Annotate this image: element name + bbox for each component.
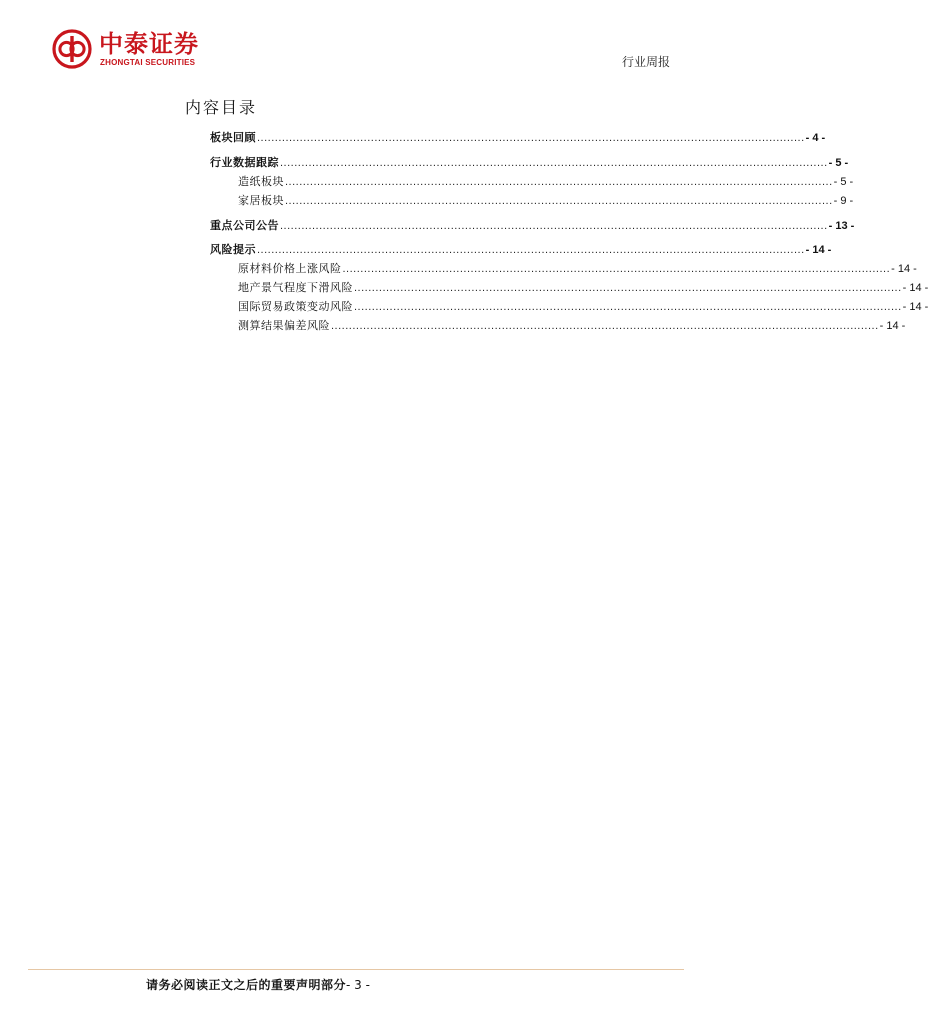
dot-leader: ..........................................................................................................................................................: [354, 282, 902, 294]
toc-entry-page: - 5 -: [828, 157, 849, 169]
toc-entry-label: 测算结果偏差风险: [238, 319, 330, 332]
toc-entry-label: 重点公司公告: [210, 219, 279, 232]
toc-entry[interactable]: [210, 131, 826, 145]
dot-leader: ..........................................................................................................................................................: [354, 301, 902, 313]
company-logo: [52, 29, 222, 73]
zhongtai-coin-logo-icon: [52, 29, 92, 69]
toc-entry-label: 原材料价格上涨风险: [238, 262, 342, 275]
toc-entry-page: - 9 -: [833, 195, 854, 207]
brand-name-cn: 中泰证券: [99, 30, 199, 58]
toc-entry-label: 国际贸易政策变动风险: [238, 300, 353, 313]
toc-entry-page: - 14 -: [879, 320, 906, 332]
toc-title: 内容目录: [185, 98, 258, 117]
toc-entry[interactable]: [238, 175, 854, 189]
toc-entry[interactable]: [238, 300, 928, 314]
toc-entry[interactable]: [238, 319, 906, 333]
toc-entry[interactable]: [238, 281, 928, 295]
toc-entry-page: - 13 -: [828, 220, 855, 232]
toc-entry-label: 风险提示: [210, 243, 256, 256]
brand-name-en: ZHONGTAI SECURITIES: [100, 58, 196, 67]
toc-entry[interactable]: [210, 219, 855, 233]
dot-leader: ..........................................................................................................................................................: [342, 263, 891, 275]
toc-entry-page: - 14 -: [805, 244, 832, 256]
report-type: 行业周报: [621, 55, 670, 69]
toc-entry[interactable]: [238, 194, 854, 208]
page-number: - 3 -: [346, 978, 370, 992]
toc-entry-page: - 5 -: [833, 176, 854, 188]
dot-leader: ..........................................................................................................................................................: [257, 244, 805, 256]
dot-leader: ..........................................................................................................................................................: [257, 132, 805, 144]
dot-leader: ..........................................................................................................................................................: [331, 320, 879, 332]
toc-entry[interactable]: [210, 243, 832, 257]
toc-entry[interactable]: [238, 262, 917, 276]
toc-entry-label: 板块回顾: [210, 131, 256, 144]
toc-entry[interactable]: [210, 156, 849, 170]
footer-divider: [28, 969, 684, 970]
toc-entry-label: 家居板块: [238, 194, 284, 207]
dot-leader: ..........................................................................................................................................................: [280, 220, 828, 232]
toc-entry-page: - 14 -: [902, 282, 928, 294]
toc-entry-label: 造纸板块: [238, 175, 284, 188]
page-footer: [146, 976, 370, 993]
dot-leader: ..........................................................................................................................................................: [285, 195, 833, 207]
toc-entry-label: 行业数据跟踪: [210, 156, 279, 169]
disclaimer-notice: 请务必阅读正文之后的重要声明部分: [146, 978, 347, 992]
toc-entry-page: - 4 -: [805, 132, 826, 144]
toc-entry-label: 地产景气程度下滑风险: [238, 281, 353, 294]
toc-entry-page: - 14 -: [891, 263, 917, 275]
dot-leader: ..........................................................................................................................................................: [285, 176, 833, 188]
dot-leader: ..........................................................................................................................................................: [280, 157, 828, 169]
toc-entry-page: - 14 -: [902, 301, 928, 313]
